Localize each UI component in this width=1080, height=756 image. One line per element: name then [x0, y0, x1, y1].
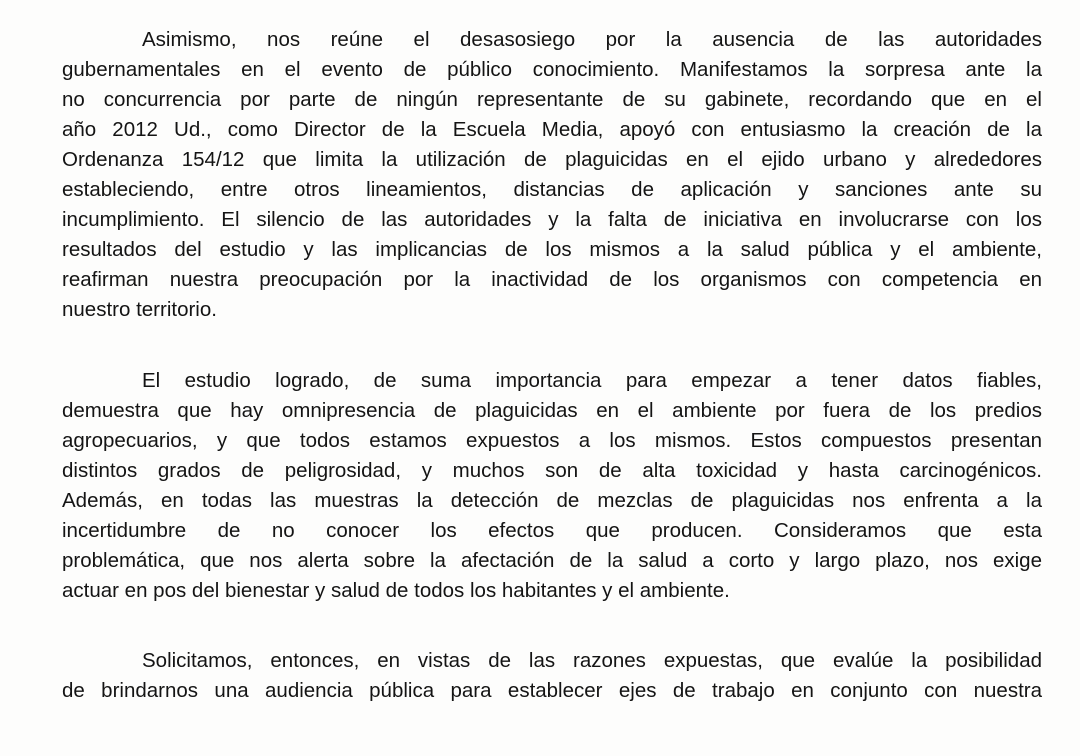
- paragraph-authorities-absence: [62, 25, 1042, 325]
- text-line: El estudio logrado, de suma importancia para empezar a tener datos fiables,: [142, 369, 1042, 392]
- text-line: año 2012 Ud., como Director de la Escuela Media, apoyó con entusiasmo la creación de la: [62, 118, 1042, 141]
- text-line: demuestra que hay omnipresencia de plaguicidas en el ambiente por fuera de los predios: [62, 399, 1042, 422]
- text-line: incumplimiento. El silencio de las autoridades y la falta de iniciativa en involucrarse con los: [62, 208, 1042, 231]
- text-line: reafirman nuestra preocupación por la inactividad de los organismos con competencia en: [62, 268, 1042, 291]
- text-line: Solicitamos, entonces, en vistas de las razones expuestas, que evalúe la posibilidad: [142, 649, 1042, 672]
- text-line: gubernamentales en el evento de público conocimiento. Manifestamos la sorpresa ante la: [62, 58, 1042, 81]
- text-line: nuestro territorio.: [62, 298, 217, 321]
- text-line: actuar en pos del bienestar y salud de todos los habitantes y el ambiente.: [62, 579, 730, 602]
- text-line: estableciendo, entre otros lineamientos, distancias de aplicación y sanciones ante su: [62, 178, 1042, 201]
- text-line: no concurrencia por parte de ningún representante de su gabinete, recordando que en el: [62, 88, 1042, 111]
- text-line: problemática, que nos alerta sobre la afectación de la salud a corto y largo plazo, nos exige: [62, 549, 1042, 572]
- text-line: Además, en todas las muestras la detección de mezclas de plaguicidas nos enfrenta a la: [62, 489, 1042, 512]
- text-line: incertidumbre de no conocer los efectos que producen. Consideramos que esta: [62, 519, 1042, 542]
- paragraph-study-results: [62, 366, 1042, 606]
- text-line: Asimismo, nos reúne el desasosiego por la ausencia de las autoridades: [142, 28, 1042, 51]
- paragraph-request-hearing: [62, 646, 1042, 706]
- text-line: Ordenanza 154/12 que limita la utilización de plaguicidas en el ejido urbano y alrededores: [62, 148, 1042, 171]
- text-line: resultados del estudio y las implicancias de los mismos a la salud pública y el ambiente,: [62, 238, 1042, 261]
- text-line: distintos grados de peligrosidad, y muchos son de alta toxicidad y hasta carcinogénicos.: [62, 459, 1042, 482]
- text-line: agropecuarios, y que todos estamos expuestos a los mismos. Estos compuestos presentan: [62, 429, 1042, 452]
- text-line: de brindarnos una audiencia pública para establecer ejes de trabajo en conjunto con nuestra: [62, 679, 1042, 702]
